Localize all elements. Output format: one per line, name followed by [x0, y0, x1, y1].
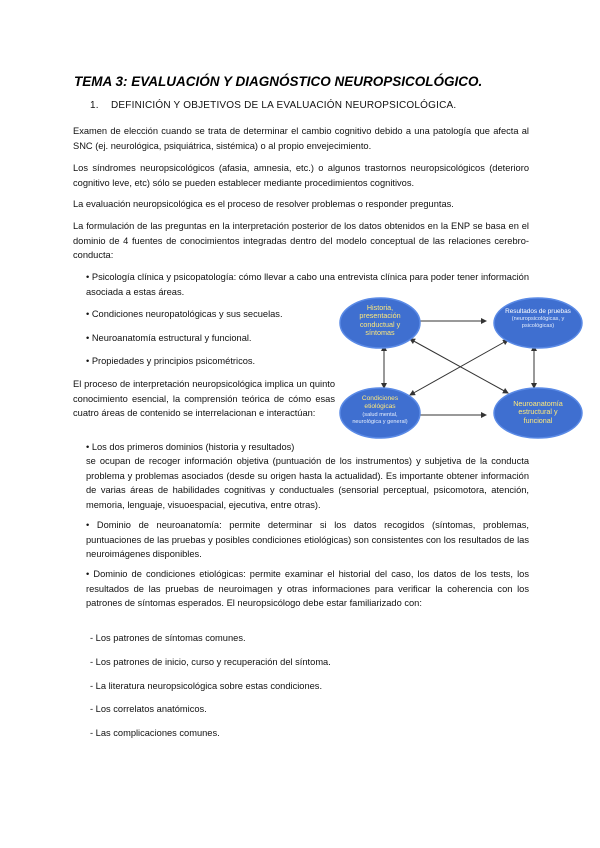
- paragraph-first-domains-lead: • Los dos primeros dominios (historia y resultados): [86, 442, 295, 452]
- arrow-diagonal-down: [410, 339, 508, 393]
- arrow-diagonal-up: [410, 340, 508, 395]
- bullet-psychometric: • Propiedades y principios psicométricos.: [86, 356, 256, 366]
- node-neuroanatomy-label: Neuroanatomía estructural y funcional: [513, 399, 563, 425]
- bullet-neuroanatomy: • Neuroanatomía estructural y funcional.: [86, 333, 252, 343]
- list-item-complications: - Las complicaciones comunes.: [90, 728, 220, 738]
- list-item-anatomical-correlates: - Los correlatos anatómicos.: [90, 704, 207, 714]
- section-number: 1.: [90, 100, 99, 111]
- paragraph-exam-choice: Examen de elección cuando se trata de determinar el cambio cognitivo debido a una patología que afecta al SNC (ej. neurológica, psiquiátrica, sistémica) o al propio envejecimiento.: [73, 126, 529, 151]
- paragraph-syndromes: Los síndromes neuropsicológicos (afasia, amnesia, etc.) o algunos trastornos neuropsicológicos (deterioro cognitivo leve, etc) sólo se pueden establecer mediante procedimientos cognitivos.: [73, 163, 529, 188]
- paragraph-first-domains: se ocupan de recoger información objetiva (puntuación de los instrumentos) y subjetiva de la conducta problema y problemas asociados (desde su origen hasta la actualidad). Es importante obtener información de varias áreas de habilidades cognitivas y conductuales (sensorial perceptual, psicomotora, atención, memoria, lenguaje, visuoespacial, ejecutiva, entre otras).: [86, 456, 529, 510]
- section-heading-text: DEFINICIÓN Y OBJETIVOS DE LA EVALUACIÓN NEUROPSICOLÓGICA.: [110, 100, 457, 111]
- bullet-clinical-psychology: • Psicología clínica y psicopatología: cómo llevar a cabo una entrevista clínica para poder tener información asociada a estas áreas.: [86, 272, 529, 297]
- bullet-neuropathological: • Condiciones neuropatológicas y sus secuelas.: [86, 309, 283, 319]
- section-heading: [90, 100, 456, 111]
- node-history-label: Historia, presentación conductual y síntomas: [359, 303, 401, 338]
- document-title: TEMA 3: EVALUACIÓN Y DIAGNÓSTICO NEUROPSICOLÓGICO.: [74, 74, 483, 89]
- node-etiological-conditions-label: Condiciones etiológicas (salud mental, neurológica y general): [352, 395, 408, 425]
- paragraph-fifth-knowledge: El proceso de interpretación neuropsicológica implica un quinto conocimiento esencial, la comprensión teórica de cómo esas cuatro áreas de contenido se interrelacionan e interactúan:: [73, 379, 335, 418]
- knowledge-domains-diagram: [338, 295, 583, 440]
- list-item-onset-patterns: - Los patrones de inicio, curso y recuperación del síntoma.: [90, 657, 331, 667]
- list-item-literature: - La literatura neuropsicológica sobre estas condiciones.: [90, 681, 323, 691]
- paragraph-problem-solving: La evaluación neuropsicológica es el proceso de resolver problemas o responder preguntas.: [73, 199, 454, 209]
- paragraph-knowledge-sources: La formulación de las preguntas en la interpretación posterior de los datos obtenidos en la ENP se basa en el dominio de 4 fuentes de conocimientos integradas dentro del modelo conceptual de las relaciones cerebro-conducta:: [73, 221, 529, 260]
- paragraph-neuroanatomy-domain: • Dominio de neuroanatomía: permite determinar si los datos recogidos (síntomas, problemas, puntuaciones de las pruebas y posibles condiciones etiológicas) son consistentes con los resultados de las neuroimágenes disponibles.: [86, 520, 529, 559]
- paragraph-etiological-domain: • Dominio de condiciones etiológicas: permite examinar el historial del caso, los datos de los tests, los resultados de las pruebas de neuroimagen y otras informaciones para verificar la coherencia con los patrones de síntomas esperados. El neuropsicólogo debe estar familiarizado con:: [86, 569, 529, 608]
- list-item-symptom-patterns: - Los patrones de síntomas comunes.: [90, 633, 246, 643]
- node-test-results-label: Resultados de pruebas (neuropsicológicas, y psicológicas): [505, 308, 571, 330]
